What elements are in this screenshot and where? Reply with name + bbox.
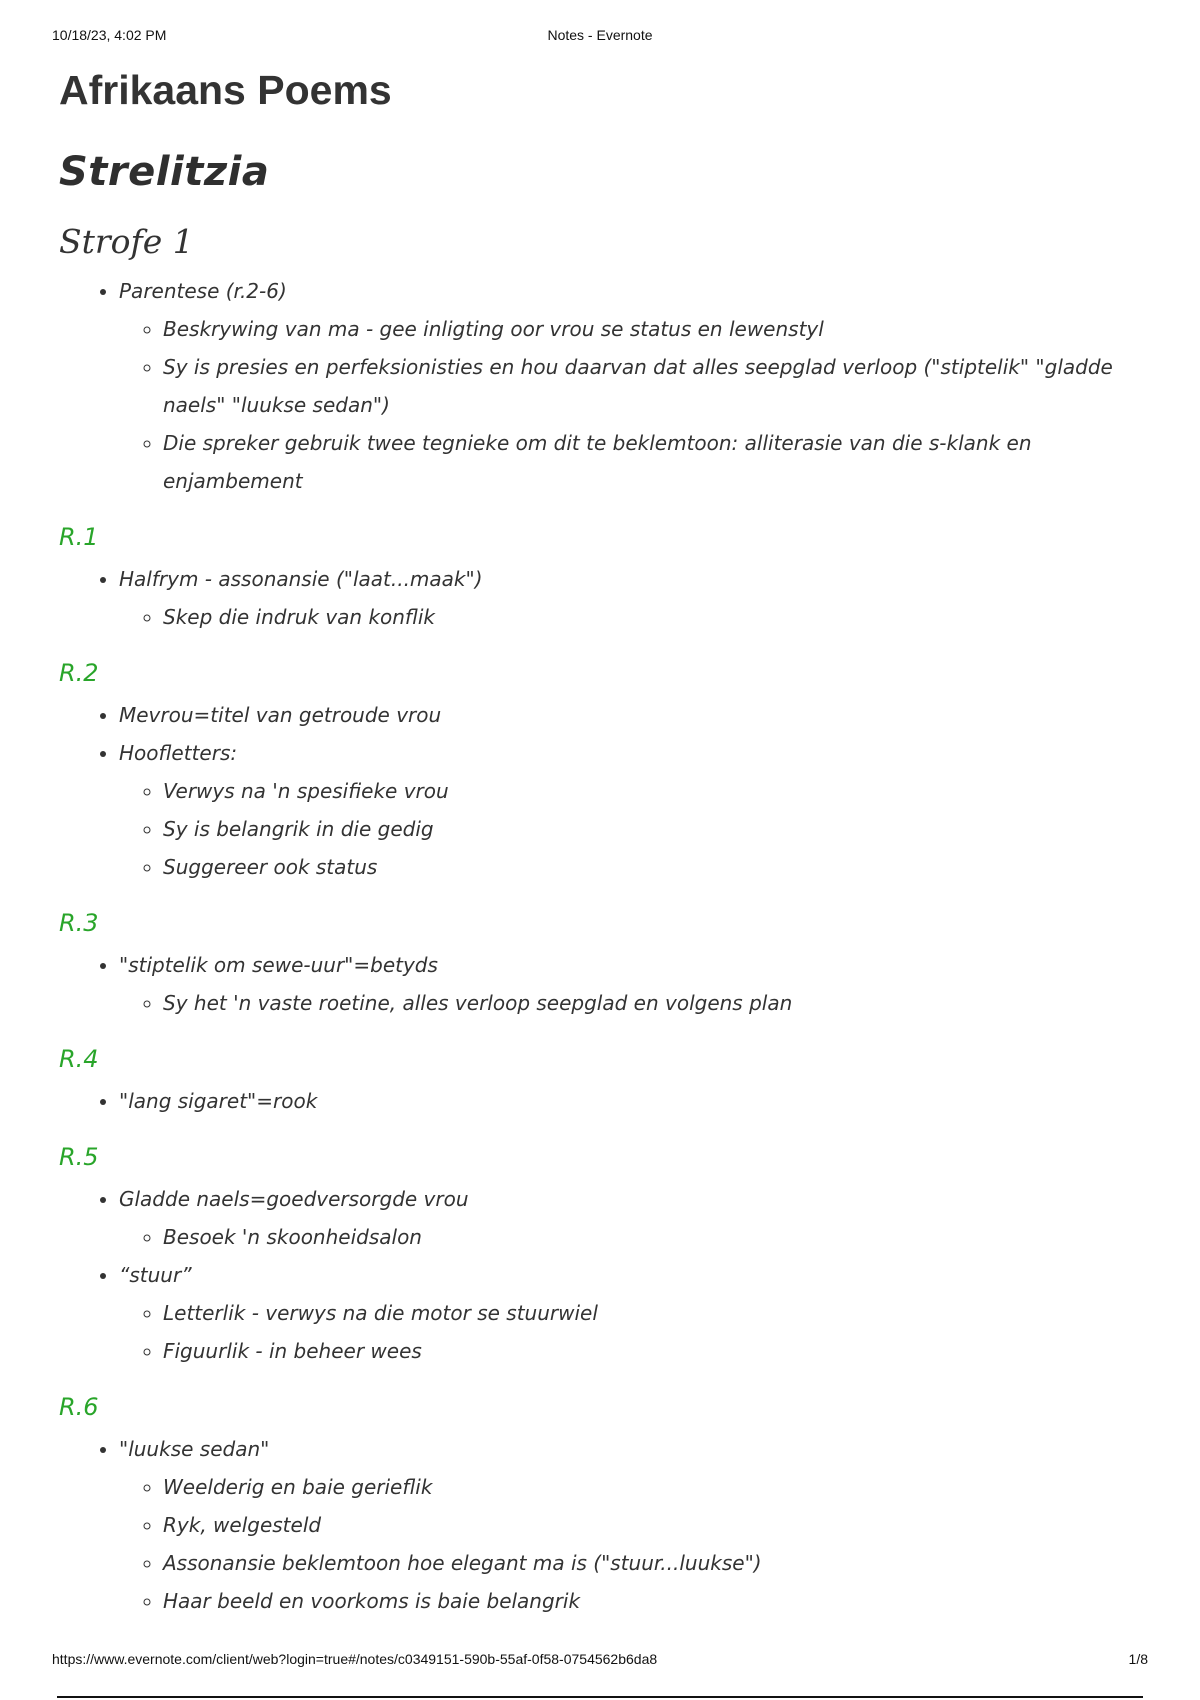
sub-list-item: ◦ Suggereer ook status (163, 848, 1139, 886)
line-notes-list (59, 946, 1139, 1022)
print-window-title: Notes - Evernote (547, 27, 653, 43)
list-item-text: Hoofletters: (119, 741, 238, 765)
list-item-text: "luukse sedan" (119, 1437, 270, 1461)
sub-list-item: ◦ Skep die indruk van konflik (163, 598, 1139, 636)
sub-list-item: ◦ Assonansie beklemtoon hoe elegant ma is ("stuur...luukse") (163, 1544, 1139, 1582)
list-item (119, 696, 1139, 734)
sub-list-item: ◦ Letterlik - verwys na die motor se stuurwiel (163, 1294, 1139, 1332)
sub-list-item: ◦ Ryk, welgesteld (163, 1506, 1139, 1544)
line-heading: R.4 (59, 1045, 99, 1073)
stanza-heading: Strofe 1 (59, 222, 194, 261)
sub-list-item: ◦ Beskrywing van ma - gee inligting oor vrou se status en lewenstyl (163, 310, 1139, 348)
sub-list-item: ◦ Sy is belangrik in die gedig (163, 810, 1139, 848)
sub-list-item: ◦ Verwys na 'n spesifieke vrou (163, 772, 1139, 810)
sub-list-item: ◦ Sy is presies en perfeksionisties en hou daarvan dat alles seepglad verloop ("stiptelik" "gladde naels" "luukse sedan") (163, 348, 1139, 424)
list-item (119, 1082, 1139, 1120)
list-item (119, 272, 1139, 500)
line-heading: R.5 (59, 1143, 99, 1171)
note-content (59, 58, 1139, 1620)
list-item (119, 1256, 1139, 1370)
sub-list (119, 1294, 1139, 1370)
line-notes-list (59, 560, 1139, 636)
page-divider (57, 1696, 1143, 1698)
print-header (52, 27, 1148, 47)
list-item-text: “stuur” (119, 1263, 192, 1287)
sub-list-item: ◦ Sy het 'n vaste roetine, alles verloop seepglad en volgens plan (163, 984, 1139, 1022)
line-notes-list (59, 696, 1139, 886)
sub-list-item: ◦ Weelderig en baie gerieflik (163, 1468, 1139, 1506)
line-heading: R.6 (59, 1393, 99, 1421)
line-heading: R.3 (59, 909, 99, 937)
print-footer (52, 1651, 1148, 1671)
line-notes-list (59, 1430, 1139, 1620)
line-sections (59, 520, 1139, 1620)
sub-list (119, 1218, 1139, 1256)
sub-list-item: ◦ Figuurlik - in beheer wees (163, 1332, 1139, 1370)
sub-list-item: ◦ Besoek 'n skoonheidsalon (163, 1218, 1139, 1256)
list-item-text: Gladde naels=goedversorgde vrou (119, 1187, 469, 1211)
print-url: https://www.evernote.com/client/web?login=true#/notes/c0349151-590b-55af-0f58-0754562b6da8 (52, 1651, 658, 1667)
list-item-text: "lang sigaret"=rook (119, 1089, 318, 1113)
poem-title: Strelitzia (59, 149, 270, 195)
list-item-text: Mevrou=titel van getroude vrou (119, 703, 442, 727)
page-indicator: 1/8 (1128, 1651, 1148, 1667)
list-item (119, 1430, 1139, 1620)
sub-list (119, 598, 1139, 636)
sub-list-item: ◦ Die spreker gebruik twee tegnieke om dit te beklemtoon: alliterasie van die s-klank en enjambement (163, 424, 1139, 500)
list-item-text: Parentese (r.2-6) (119, 279, 287, 303)
line-notes-list (59, 1082, 1139, 1120)
note-title: Afrikaans Poems (59, 67, 392, 113)
list-item (119, 1180, 1139, 1256)
list-item-text: "stiptelik om sewe-uur"=betyds (119, 953, 438, 977)
sub-list-item: ◦ Haar beeld en voorkoms is baie belangrik (163, 1582, 1139, 1620)
line-heading: R.2 (59, 659, 99, 687)
print-datetime: 10/18/23, 4:02 PM (52, 27, 167, 43)
sub-list (119, 772, 1139, 886)
list-item-text: Halfrym - assonansie ("laat...maak") (119, 567, 483, 591)
line-heading: R.1 (59, 523, 99, 551)
list-item (119, 734, 1139, 886)
sub-list (119, 1468, 1139, 1620)
stanza-notes-list (59, 272, 1139, 500)
sub-list (119, 984, 1139, 1022)
list-item (119, 560, 1139, 636)
list-item (119, 946, 1139, 1022)
line-notes-list (59, 1180, 1139, 1370)
sub-list (119, 310, 1139, 500)
